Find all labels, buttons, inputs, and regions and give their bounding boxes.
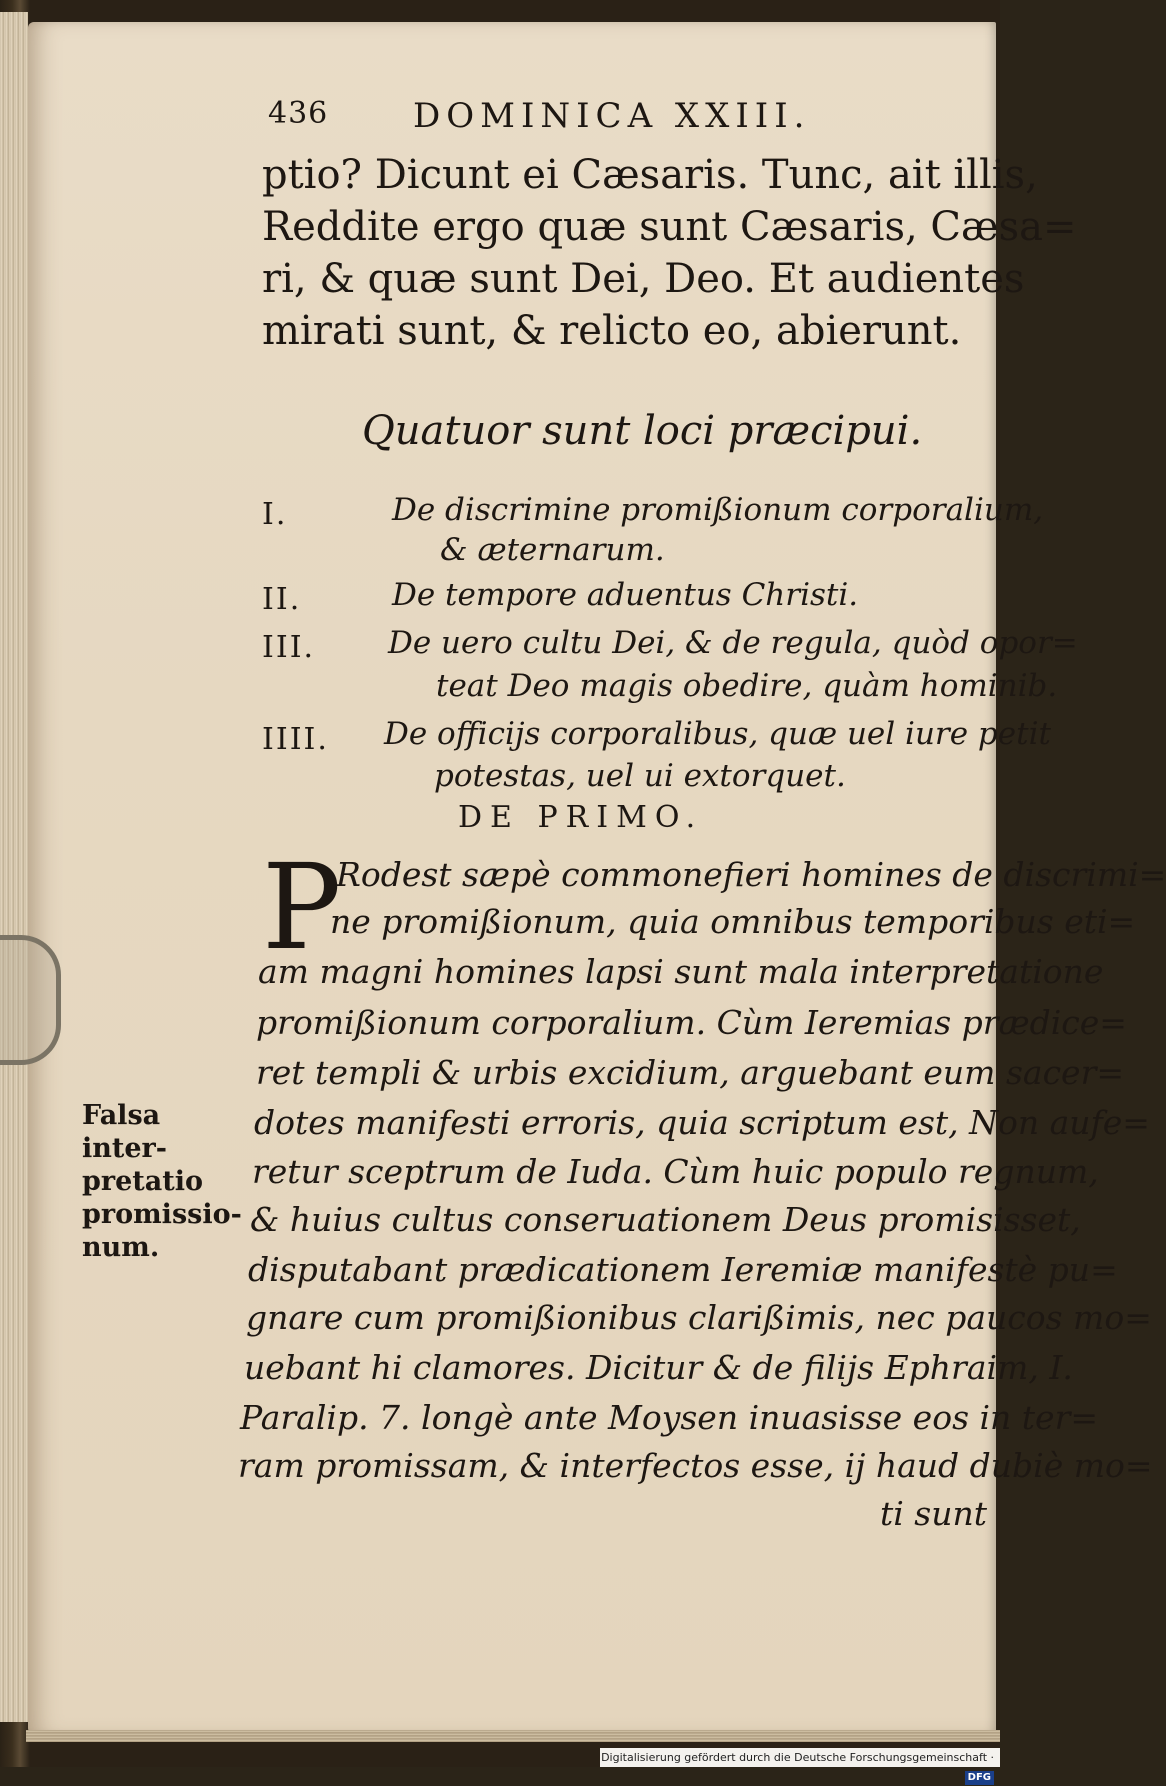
paragraph-line: ne promißionum, quia omnibus temporibus eti= bbox=[330, 902, 1136, 941]
dfg-logo: DFG bbox=[965, 1771, 994, 1785]
footer-text: Digitalisierung gefördert durch die Deutsche Forschungsgemeinschaft · bbox=[601, 1751, 994, 1764]
gospel-line: mirati sunt, & relicto eo, abierunt. bbox=[262, 308, 962, 354]
locus-line: potestas, uel ui extorquet. bbox=[434, 758, 846, 794]
locus-line: De officijs corporalibus, quæ uel iure petit bbox=[384, 716, 1051, 752]
paragraph-line: dotes manifesti erroris, quia scriptum est, Non aufe= bbox=[254, 1103, 1150, 1142]
paragraph-line: ram promissam, & interfectos esse, ij haud dubiè mo= bbox=[238, 1446, 1153, 1485]
paragraph-line: uebant hi clamores. Dicitur & de filijs Ephraim, I. bbox=[244, 1348, 1073, 1387]
locus-line: teat Deo magis obedire, quàm hominib. bbox=[436, 668, 1058, 704]
paragraph-line: Paralip. 7. longè ante Moysen inuasisse eos in ter= bbox=[240, 1398, 1099, 1437]
paragraph-line: ti sunt bbox=[880, 1494, 988, 1533]
paragraph-line: gnare cum promißionibus clarißimis, nec paucos mo= bbox=[246, 1298, 1152, 1337]
gospel-line: ri, & quæ sunt Dei, Deo. Et audientes bbox=[262, 256, 1025, 302]
gospel-line: Reddite ergo quæ sunt Cæsaris, Cæsa= bbox=[262, 204, 1077, 250]
locus-number: IIII. bbox=[262, 722, 329, 757]
margin-note-line: Falsa inter- bbox=[82, 1100, 167, 1164]
running-header bbox=[268, 96, 968, 146]
paragraph-line: am magni homines lapsi sunt mala interpretatione bbox=[258, 952, 1104, 991]
margin-note bbox=[82, 1100, 242, 1265]
page-number: 436 bbox=[268, 96, 329, 131]
running-title: DOMINICA XXIII. bbox=[413, 96, 811, 136]
loci-heading: Quatuor sunt loci præcipui. bbox=[362, 408, 923, 454]
paragraph-line: disputabant prædicationem Ieremiæ manifestè pu= bbox=[248, 1250, 1118, 1289]
page-bottom-edges bbox=[26, 1730, 1000, 1742]
margin-note-line: promissio- bbox=[82, 1198, 242, 1230]
paragraph-line: retur sceptrum de Iuda. Cùm huic populo regnum, bbox=[252, 1152, 1099, 1191]
page-edges bbox=[0, 12, 28, 1722]
locus-number: III. bbox=[262, 630, 316, 665]
locus-line: De discrimine promißionum corporalium, bbox=[392, 492, 1044, 528]
locus-number: I. bbox=[262, 497, 288, 532]
gospel-line: ptio? Dicunt ei Cæsaris. Tunc, ait illis, bbox=[262, 152, 1038, 198]
locus-line: & æternarum. bbox=[440, 532, 665, 568]
margin-note-line: pretatio bbox=[82, 1165, 203, 1197]
section-heading: DE PRIMO. bbox=[458, 800, 704, 835]
page-clip bbox=[0, 935, 61, 1065]
margin-note-line: num. bbox=[82, 1231, 160, 1263]
locus-line: De tempore aduentus Christi. bbox=[392, 577, 859, 613]
paragraph-line: Rodest sæpè commonefieri homines de discrimi= bbox=[336, 855, 1166, 894]
paragraph-line: ret templi & urbis excidium, arguebant eum sacer= bbox=[256, 1053, 1125, 1092]
digitization-footer bbox=[600, 1748, 1000, 1783]
paragraph-line: promißionum corporalium. Cùm Ieremias prædice= bbox=[256, 1003, 1127, 1042]
locus-number: II. bbox=[262, 582, 302, 617]
locus-line: De uero cultu Dei, & de regula, quòd opor= bbox=[388, 625, 1078, 661]
paragraph-line: & huius cultus conseruationem Deus promisisset, bbox=[250, 1200, 1081, 1239]
drop-cap: P bbox=[262, 838, 342, 976]
